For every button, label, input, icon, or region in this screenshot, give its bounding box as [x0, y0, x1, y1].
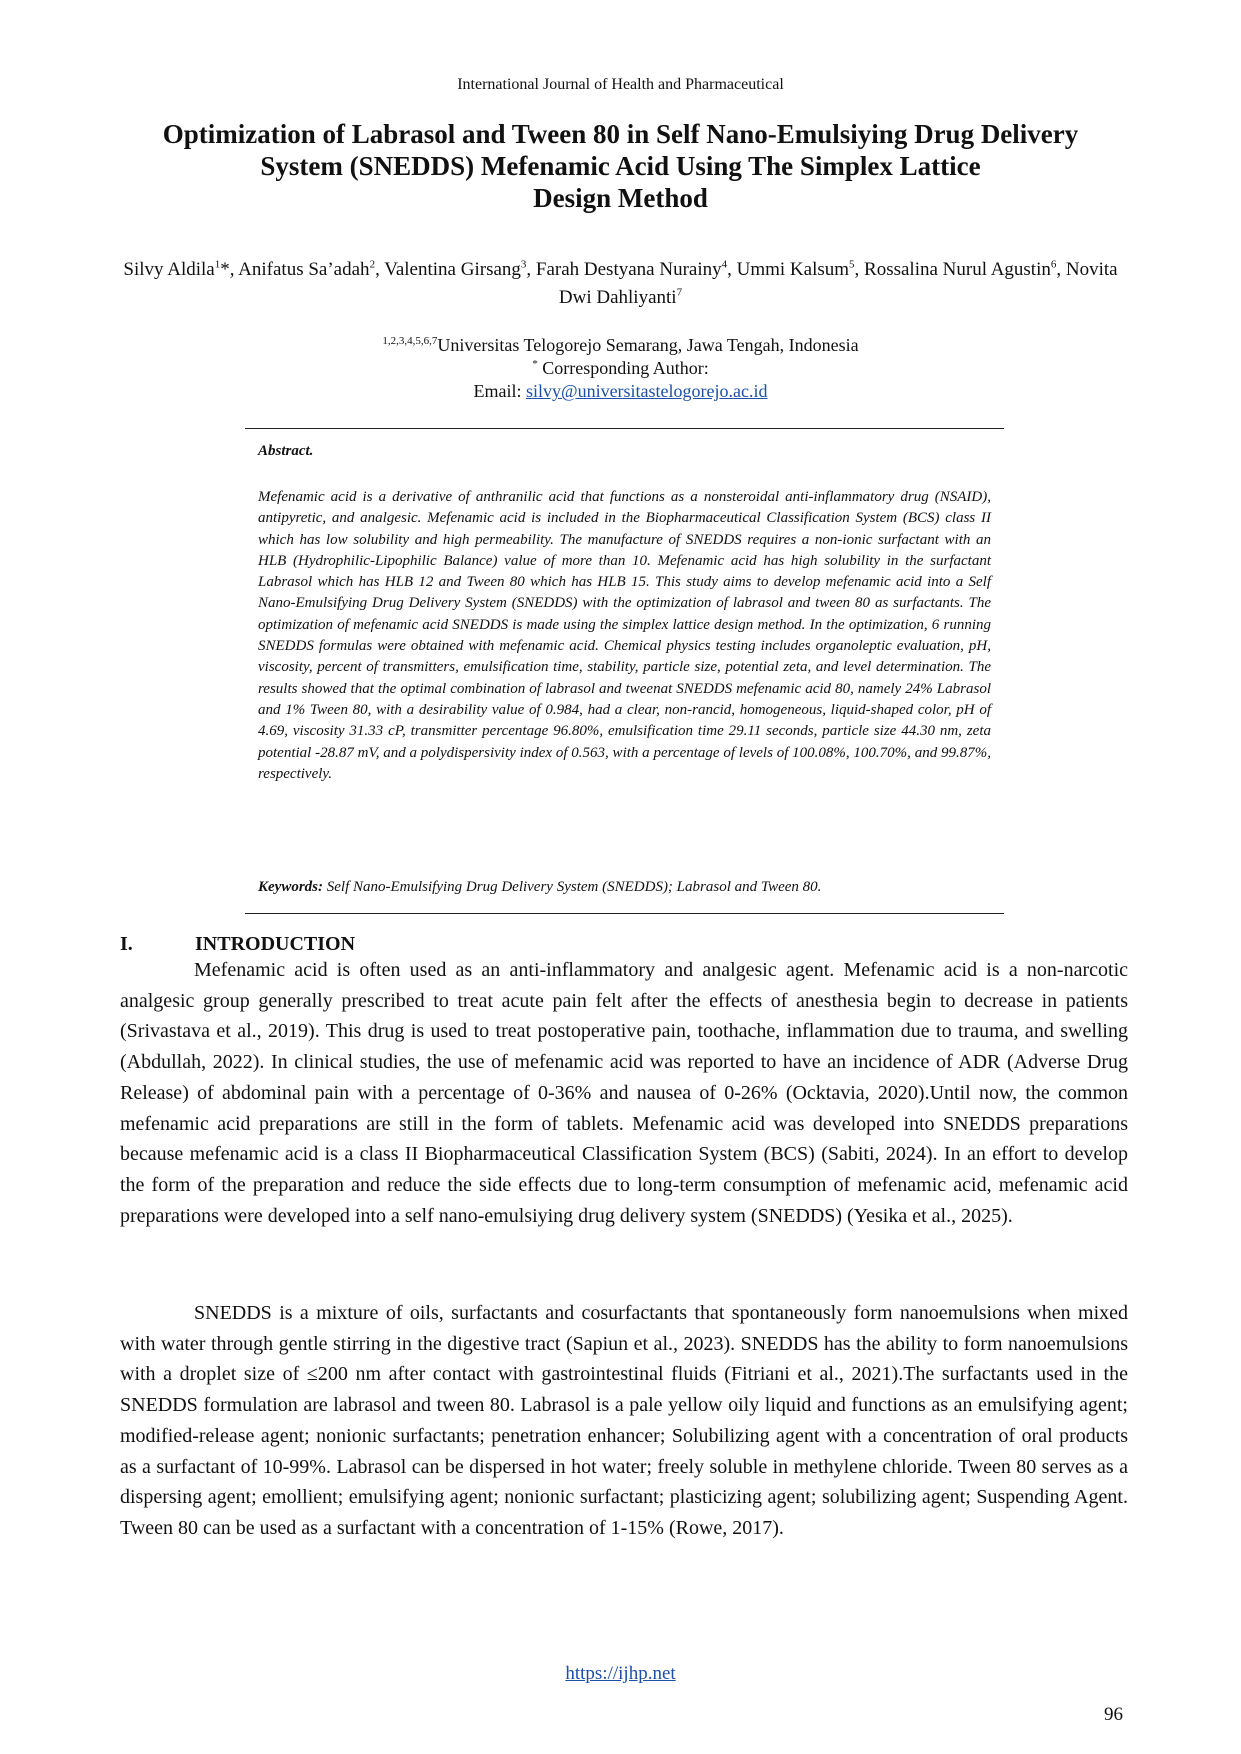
abstract-bottom-rule [245, 913, 1004, 914]
affiliation-marker: 1,2,3,4,5,6,7 [382, 335, 438, 347]
journal-website-link[interactable]: https://ijhp.net [565, 1663, 676, 1684]
title-line-3: Design Method [533, 183, 708, 213]
journal-header: International Journal of Health and Pharmaceutical [457, 76, 784, 93]
affiliation-line [0, 334, 1241, 357]
author-name: Silvy Aldila [123, 259, 215, 280]
page-number: 96 [1104, 1704, 1123, 1725]
title-line-1: Optimization of Labrasol and Tween 80 in Self Nano-Emulsiying Drug Delivery [162, 119, 1079, 149]
abstract-top-rule [245, 428, 1004, 429]
author-separator: , [526, 259, 536, 280]
author-separator: , [727, 259, 737, 280]
author-separator: , [375, 259, 385, 280]
author-affil-marker: 7 [676, 286, 683, 299]
abstract-text: Mefenamic acid is a derivative of anthranilic acid that functions as a nonsteroidal anti-inflammatory drug (NSAID), antipyretic, and analgesic. Mefenamic acid is included in the Biopharmaceutical Classification System (BCS) class II which has low solubility and high permeability. The manufacture of SNEDDS requires a non-ionic surfactant with an HLB (Hydrophilic-Lipophilic Balance) value of more than 10. Mefenamic acid has high solubility in the surfactant Labrasol which has HLB 12 and Tween 80 which has HLB 15. This study aims to develop mefenamic acid into a Self Nano-Emulsifying Drug Delivery System (SNEDDS) with the optimization of labrasol and tween 80 as surfactants. The optimization of mefenamic acid SNEDDS is made using the simplex lattice design method. In the optimization, 6 running SNEDDS formulas were obtained with mefenamic acid. Chemical physics testing includes organoleptic evaluation, pH, viscosity, percent of transmitters, emulsification time, stability, particle size, potential zeta, and level determination. The results showed that the optimal combination of labrasol and tweenat SNEDDS mefenamic acid 80, namely 24% Labrasol and 1% Tween 80, with a desirability value of 0.984, had a clear, non-rancid, homogeneous, liquid-shaped color, pH of 4.69, viscosity 31.33 cP, transmitter percentage 96.80%, emulsification time 29.11 seconds, particle size 44.30 nm, zeta potential -28.87 mV, and a polydispersivity index of 0.563, with a percentage of levels of 100.08%, 100.70%, and 99.87%, respectively. [258, 489, 991, 782]
section-title: INTRODUCTION [195, 933, 356, 955]
author-affil-marker: 3 [520, 258, 527, 271]
author-name: Novita Dwi Dahliyanti [558, 259, 1118, 308]
keywords-label: Keywords: [258, 879, 323, 895]
author-name: Rossalina Nurul Agustin [864, 259, 1051, 280]
affiliation-institution: Universitas Telogorejo Semarang, Jawa Tengah, Indonesia [437, 335, 859, 355]
keywords-line [258, 879, 991, 896]
author-separator: *, [220, 259, 239, 280]
author-affil-marker: 5 [849, 258, 855, 271]
author-separator: , [1056, 259, 1066, 280]
keywords-text: Self Nano-Emulsifying Drug Delivery System (SNEDDS); Labrasol and Tween 80. [323, 879, 822, 895]
intro-paragraph-2: SNEDDS is a mixture of oils, surfactants and cosurfactants that spontaneously form nanoemulsions when mixed with water through gentle stirring in the digestive tract (Sapiun et al., 2023). SNEDDS has the ability to form nanoemulsions with a droplet size of ≤200 nm after contact with gastrointestinal fluids (Fitriani et al., 2021).The surfactants used in the SNEDDS formulation are labrasol and tween 80. Labrasol is a pale yellow oily liquid and functions as an emulsifying agent; modified-release agent; nonionic surfactants; penetration enhancer; Solubilizing agent with a concentration of oral products as a surfactant of 10-99%. Labrasol can be dispersed in hot water; freely soluble in methylene chloride. Tween 80 serves as a dispersing agent; emollient; emulsifying agent; nonionic surfactant; plasticizing agent; solubilizing agent; Suspending Agent. Tween 80 can be used as a surfactant with a concentration of 1-15% (Rowe, 2017). [120, 1302, 1128, 1539]
author-list [120, 256, 1121, 312]
author-name: Valentina Girsang [384, 259, 521, 280]
author-name: Ummi Kalsum [736, 259, 850, 280]
author-name: Farah Destyana Nurainy [535, 259, 722, 280]
author-name: Anifatus Sa’adah [238, 259, 370, 280]
email-line [0, 380, 1241, 403]
email-label: Email: [473, 381, 526, 401]
intro-paragraph-1: Mefenamic acid is often used as an anti-inflammatory and analgesic agent. Mefenamic acid is a non-narcotic analgesic group generally prescribed to treat acute pain felt after the effects of anesthesia begin to decrease in patients (Srivastava et al., 2019). This drug is used to treat postoperative pain, toothache, inflammation due to trauma, and swelling (Abdullah, 2022). In clinical studies, the use of mefenamic acid was reported to have an incidence of ADR (Adverse Drug Release) of abdominal pain with a percentage of 0-36% and nausea of 0-26% (Ocktavia, 2020).Until now, the common mefenamic acid preparations are still in the form of tablets. Mefenamic acid was developed into SNEDDS preparations because mefenamic acid is a class II Biopharmaceutical Classification System (BCS) (Sabiti, 2024). In an effort to develop the form of the preparation and reduce the side effects due to long-term consumption of mefenamic acid, mefenamic acid preparations were developed into a self nano-emulsiying drug delivery system (SNEDDS) (Yesika et al., 2025). [120, 959, 1128, 1227]
title-line-2: System (SNEDDS) Mefenamic Acid Using The Simplex Lattice [260, 151, 981, 181]
author-affil-marker: 1 [214, 258, 221, 271]
footer-link-container [0, 1663, 1241, 1685]
author-affil-marker: 6 [1050, 258, 1057, 271]
corresponding-label: Corresponding Author: [542, 358, 709, 378]
corresponding-marker: * [532, 358, 538, 370]
section-number: I. [120, 933, 133, 955]
author-separator: , [854, 259, 865, 280]
corresponding-line [0, 357, 1241, 380]
affiliation-block [0, 334, 1241, 403]
author-affil-marker: 4 [721, 258, 728, 271]
section-heading [120, 933, 355, 956]
paper-title [110, 118, 1131, 214]
email-link[interactable]: silvy@universitastelogorejo.ac.id [525, 381, 768, 401]
abstract-heading: Abstract. [258, 443, 314, 459]
author-affil-marker: 2 [369, 258, 376, 271]
